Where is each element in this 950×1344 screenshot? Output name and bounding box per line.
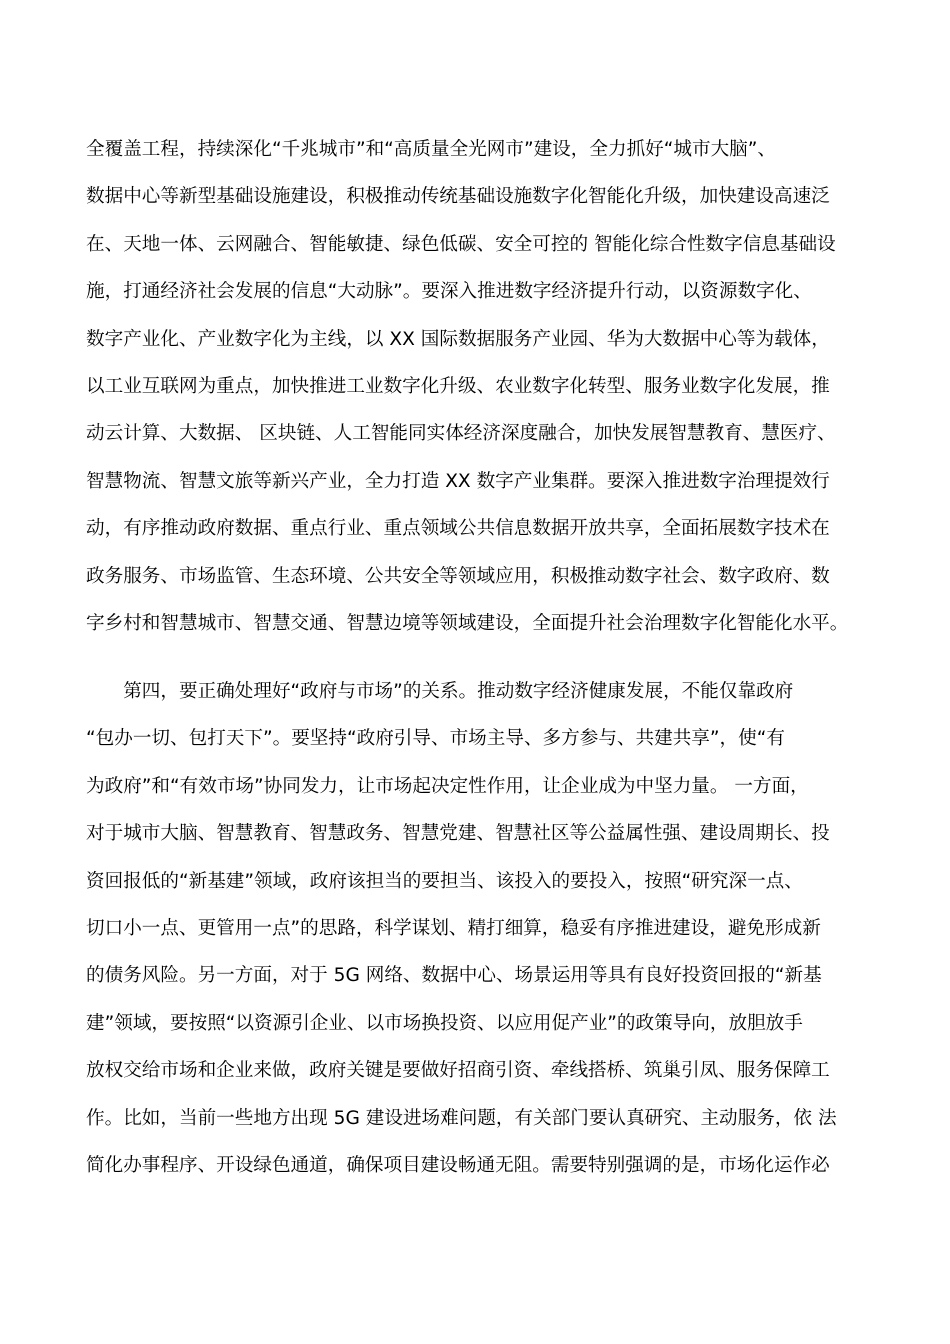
text-line: 数据中心等新型基础设施建设，积极推动传统基础设施数字化智能化升级，加快建设高速泛 [86, 186, 830, 208]
text-line: 切口小一点、更管用一点”的思路，科学谋划、精打细算，稳妥有序推进建设，避免形成新 [86, 917, 821, 939]
text-line: “包办一切、包打天下”。要坚持“政府引导、市场主导、多方参与、共建共享”，使“有 [86, 728, 785, 750]
text-line: 简化办事程序、开设绿色通道，确保项目建设畅通无阻。需要特别强调的是，市场化运作必 [86, 1154, 830, 1176]
text-line: 放权交给市场和企业来做，政府关键是要做好招商引资、牵线搭桥、筑巢引凤、服务保障工 [86, 1060, 830, 1082]
text-line: 作。比如，当前一些地方出现 5G 建设进场难问题，有关部门要认真研究、主动服务，依 法 [86, 1107, 837, 1129]
text-line: 为政府”和“有效市场”协同发力，让市场起决定性作用，让企业成为中坚力量。 一方面， [86, 775, 809, 797]
text-line: 在、天地一体、云网融合、智能敏捷、绿色低碳、安全可控的 智能化综合性数字信息基础设 [86, 233, 836, 255]
text-line: 动，有序推动政府数据、重点行业、重点领域公共信息数据开放共享，全面拓展数字技术在 [86, 518, 830, 540]
text-line: 第四，要正确处理好“政府与市场”的关系。推动数字经济健康发展，不能仅靠政府 [86, 681, 794, 702]
text-line: 动云计算、大数据、 区块链、人工智能同实体经济深度融合，加快发展智慧教育、慧医疗、 [86, 423, 836, 445]
text-line: 政务服务、市场监管、生态环境、公共安全等领域应用，积极推动数字社会、数字政府、数 [86, 565, 830, 587]
text-line: 对于城市大脑、智慧教育、智慧政务、智慧党建、智慧社区等公益属性强、建设周期长、投 [86, 823, 830, 845]
text-line: 智慧物流、智慧文旅等新兴产业，全力打造 XX 数字产业集群。要深入推进数字治理提效行 [86, 470, 830, 492]
text-line: 建”领域，要按照“以资源引企业、以市场换投资、以应用促产业”的政策导向，放胆放手 [86, 1012, 803, 1034]
text-line: 资回报低的“新基建”领域，政府该担当的要担当、该投入的要投入，按照“研究深一点、 [86, 870, 803, 892]
text-line: 字乡村和智慧城市、智慧交通、智慧边境等领域建设，全面提升社会治理数字化智能化水平。 [86, 612, 849, 634]
paragraph-government-and-market [86, 668, 876, 1189]
text-line: 全覆盖工程，持续深化“千兆城市”和“高质量全光网市”建设，全力抓好“城市大脑”、 [86, 139, 776, 160]
text-line: 数字产业化、产业数字化为主线，以 XX 国际数据服务产业园、华为大数据中心等为载体， [86, 328, 830, 350]
text-line: 的债务风险。另一方面，对于 5G 网络、数据中心、场景运用等具有良好投资回报的“新基 [86, 965, 822, 987]
paragraph-digital-infrastructure [86, 126, 876, 647]
text-line: 以工业互联网为重点，加快推进工业数字化升级、农业数字化转型、服务业数字化发展，推 [86, 375, 830, 397]
text-line: 施，打通经济社会发展的信息“大动脉”。要深入推进数字经济提升行动，以资源数字化、 [86, 281, 812, 303]
